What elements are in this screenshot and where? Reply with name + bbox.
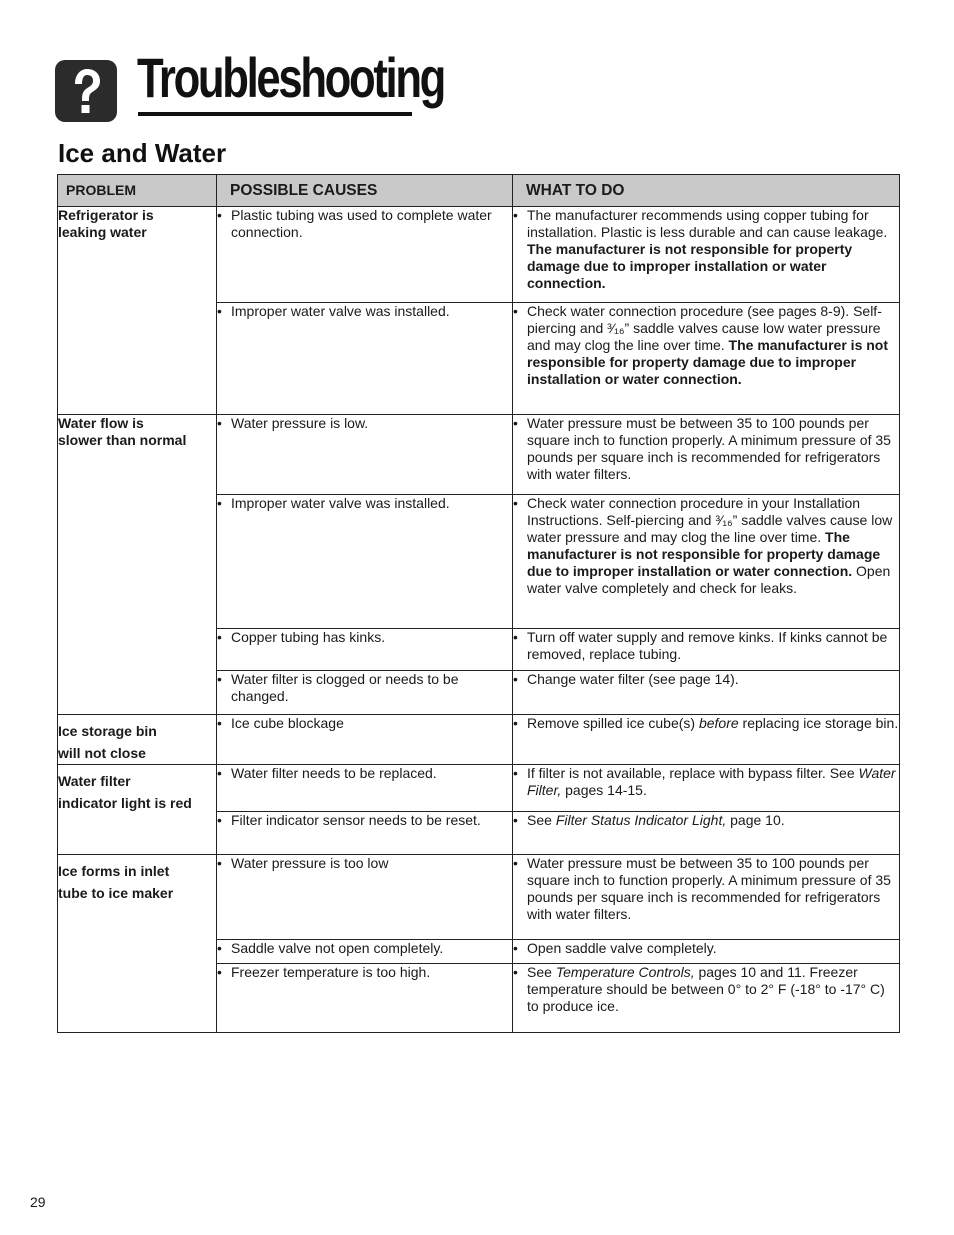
problem-text: Refrigerator is [58,207,154,223]
section-title: Ice and Water [58,138,227,168]
solution-cell [513,765,900,812]
table-row [58,855,900,940]
problem-text: Ice storage bin [58,723,157,739]
cause-text: • Filter indicator sensor needs to be reset. [217,812,512,829]
solution-text [513,629,899,663]
table-row [58,765,900,812]
solution-text [513,964,899,1015]
problem-text: Ice forms in inlet [58,863,170,879]
solution-cell [513,671,900,715]
solution-cell [513,495,900,629]
cause-text: • Improper water valve was installed. [217,303,512,320]
solution-text [513,415,899,483]
solution-text [513,940,899,957]
solution-text-segment: replacing ice storage bin. [738,715,899,731]
cause-cell [217,495,513,629]
solution-text [513,855,899,923]
solution-cell [513,940,900,964]
cause-cell [217,765,513,812]
cause-text: • Plastic tubing was used to complete water connection. [217,207,512,241]
solution-cell [513,415,900,495]
cause-text: • Freezer temperature is too high. [217,964,512,981]
table-row [58,207,900,303]
solution-text-segment: Open water valve completely and check for leaks. [527,563,891,596]
solution-text-segment: Open saddle valve completely. [527,940,717,956]
cause-cell [217,207,513,303]
table-row [58,715,900,765]
header-what-to-do: WHAT TO DO [513,175,900,207]
problem-cell [58,415,217,715]
cause-text: • Water filter needs to be replaced. [217,765,512,782]
solution-cell [513,303,900,415]
solution-text-segment: Check water connection procedure (see pages 8-9). Self-piercing and ³⁄₁₆” saddle valves cause low water pressure and may clog the line over time. [527,303,882,353]
cause-text: • Water pressure is low. [217,415,512,432]
solution-cell [513,629,900,671]
problem-cell [58,855,217,1033]
solution-bold-text: The manufacturer is not responsible for property damage due to improper installation or water connection. [527,241,853,291]
solution-cell [513,812,900,855]
solution-text [513,207,899,292]
solution-bold-text: The manufacturer is not responsible for property damage due to improper installation or water connection. [527,337,889,387]
problem-text: indicator light is red [58,795,192,811]
table-body [58,207,900,1033]
problem-cell [58,207,217,415]
cause-text: • Water filter is clogged or needs to be changed. [217,671,512,705]
solution-text-segment: Remove spilled ice cube(s) [527,715,699,731]
solution-cell [513,855,900,940]
solution-cell [513,715,900,765]
solution-text [513,812,899,829]
solution-text [513,765,899,799]
solution-italic-text: Filter Status Indicator Light, [555,812,727,828]
cause-text: • Improper water valve was installed. [217,495,512,512]
header-possible-causes: POSSIBLE CAUSES [217,175,513,207]
solution-text-segment: Check water connection procedure in your Installation Instructions. Self-piercing and ³⁄₁₆” saddle valves cause low water pressure and may clog the line over time. [527,495,893,545]
cause-cell [217,671,513,715]
cause-cell [217,855,513,940]
solution-text [513,495,899,597]
problem-text: slower than normal [58,432,187,448]
solution-cell [513,964,900,1033]
solution-bold-text: The manufacturer is not responsible for property damage due to improper installation or water connection. [527,529,881,579]
cause-text: • Water pressure is too low [217,855,512,872]
page-title: Troubleshooting [137,46,445,109]
solution-italic-text: Temperature Controls, [555,964,695,980]
solution-text-segment: Change water filter (see page 14). [527,671,739,687]
problem-text: leaking water [58,224,147,240]
problem-cell [58,715,217,765]
table-header-row [58,175,900,207]
solution-text-segment: Turn off water supply and remove kinks. If kinks cannot be removed, replace tubing. [527,629,888,662]
cause-text: • Saddle valve not open completely. [217,940,512,957]
cause-cell [217,303,513,415]
problem-text: tube to ice maker [58,885,174,901]
solution-text-segment: page 10. [726,812,785,828]
solution-text-segment: Water pressure must be between 35 to 100 pounds per square inch to function properly. A minimum pressure of 35 pounds per square inch is recommended for refrigerators with water filters. [527,415,891,482]
problem-text: Water filter [58,773,131,789]
solution-italic-text: before [698,715,739,731]
title-underline [138,112,412,116]
cause-cell [217,415,513,495]
cause-cell [217,812,513,855]
solution-text-segment: See [527,964,556,980]
question-mark-icon [55,60,117,122]
troubleshooting-table [57,174,900,1033]
problem-text: Water flow is [58,415,144,431]
header-problem: PROBLEM [58,175,217,207]
cause-cell [217,964,513,1033]
cause-cell [217,715,513,765]
solution-text-segment: The manufacturer recommends using copper tubing for installation. Plastic is less durable and can cause leakage. [527,207,888,240]
solution-text-segment: See [527,812,556,828]
table-row [58,415,900,495]
solution-text-segment: Water pressure must be between 35 to 100 pounds per square inch to function properly. A minimum pressure of 35 pounds per square inch is recommended for refrigerators with water filters. [527,855,891,922]
solution-italic-text: Water Filter, [527,765,896,798]
solution-text-segment: If filter is not available, replace with bypass filter. See [527,765,859,781]
cause-text: • Ice cube blockage [217,715,512,732]
cause-text: • Copper tubing has kinks. [217,629,512,646]
problem-cell [58,765,217,855]
problem-text: will not close [58,745,146,761]
solution-text [513,671,899,688]
cause-cell [217,629,513,671]
cause-cell [217,940,513,964]
solution-text [513,303,899,388]
solution-text-segment: pages 14-15. [561,782,647,798]
solution-text-segment: pages 10 and 11. Freezer temperature should be between 0° to 2° F (-18° to -17° C) to produce ice. [527,964,885,1014]
solution-cell [513,207,900,303]
solution-text [513,715,899,732]
page-number: 29 [30,1194,46,1210]
